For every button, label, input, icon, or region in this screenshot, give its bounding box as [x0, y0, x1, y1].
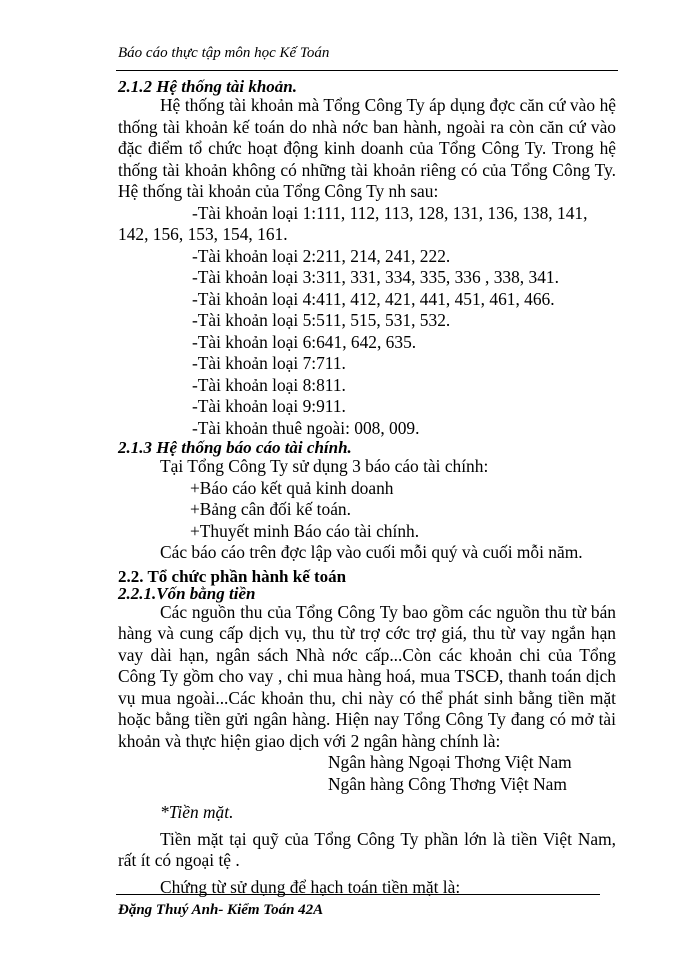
bank-item: Ngân hàng Công Thơng Việt Nam: [328, 773, 567, 794]
account-type-9: -Tài khoản loại 9:911.: [192, 396, 346, 416]
bank-item: Ngân hàng Ngoại Thơng Việt Nam: [328, 752, 572, 772]
account-type-6: -Tài khoản loại 6:641, 642, 635.: [192, 331, 417, 352]
account-type-2: -Tài khoản loại 2:211, 214, 241, 222.: [192, 245, 451, 266]
account-type-1: -Tài khoản loại 1:111, 112, 113, 128, 131, 136, 138, 141, 142, 156, 153, 154, 161.: [118, 202, 588, 244]
chung-tu-para: Chứng từ sử dụng để hạch toán tiền mặt là:: [160, 876, 461, 897]
tien-mat-heading: *Tiền mặt.: [160, 802, 234, 822]
document-body: [118, 78, 616, 898]
page-header: Báo cáo thực tập môn học Kế Toán: [118, 45, 330, 61]
account-type-8: -Tài khoản loại 8:811.: [192, 374, 346, 395]
account-type-4: -Tài khoản loại 4:411, 412, 421, 441, 451, 461, 466.: [192, 288, 555, 309]
section-2-1-2-intro: Hệ thống tài khoản mà Tổng Công Ty áp dụng đợc căn cứ vào hệ thống tài khoản kế toán do nhà nớc ban hành, ngoài ra còn căn cứ vào đặc điểm tổ chức hoạt động kinh doanh của Tổng Công Ty. Trong hệ thống tài khoản không có những tài khoản riêng có của Tổng Công Ty. Hệ thống tài khoản của Tổng Công Ty nh sau:: [118, 95, 616, 201]
section-2-1-2-heading: 2.1.2 Hệ thống tài khoản.: [118, 77, 298, 96]
report-item: +Bảng cân đối kế toán.: [190, 499, 351, 519]
section-2-2-heading: 2.2. Tổ chức phần hành kế toán: [118, 566, 347, 586]
footer-rule: [116, 894, 600, 895]
account-type-3: -Tài khoản loại 3:311, 331, 334, 335, 336 , 338, 341.: [192, 267, 559, 287]
page-footer: Đặng Thuý Anh- Kiểm Toán 42A: [118, 902, 324, 918]
section-2-1-3-intro: Tại Tổng Công Ty sử dụng 3 báo cáo tài chính:: [160, 456, 489, 476]
section-2-1-3-closing: Các báo cáo trên đợc lập vào cuối mỗi quý và cuối mỗi năm.: [160, 542, 583, 562]
report-item: +Thuyết minh Báo cáo tài chính.: [190, 520, 420, 541]
tien-mat-para: Tiền mặt tại quỹ của Tổng Công Ty phần lớn là tiền Việt Nam, rất ít có ngoại tệ .: [118, 828, 616, 870]
section-2-2-1-heading: 2.2.1.Vốn bằng tiền: [118, 583, 256, 603]
account-external: -Tài khoản thuê ngoài: 008, 009.: [192, 417, 420, 438]
account-type-7: -Tài khoản loại 7:711.: [192, 353, 346, 373]
account-type-5: -Tài khoản loại 5:511, 515, 531, 532.: [192, 310, 451, 330]
header-rule: [116, 70, 618, 71]
section-2-2-1-para: Các nguồn thu của Tổng Công Ty bao gồm các nguồn thu từ bán hàng và cung cấp dịch vụ, thu từ trợ cớc trợ giá, thu từ vay ngắn hạn vay dài hạn, ngân sách Nhà nớc cấp...Còn các khoản chi của Tổng Công Ty gồm cho vay , chi mua hàng hoá, mua TSCĐ, thanh toán dịch vụ mua ngoài...Các khoản thu, chi này có thể phát sinh bằng tiền mặt hoặc bằng tiền gửi ngân hàng. Hiện nay Tổng Công Ty đang có mở tài khoản và thực hiện giao dịch với 2 ngân hàng chính là:: [118, 601, 616, 751]
section-2-1-3-heading: 2.1.3 Hệ thống báo cáo tài chính.: [118, 438, 352, 457]
report-item: +Báo cáo kết quả kinh doanh: [190, 477, 394, 498]
